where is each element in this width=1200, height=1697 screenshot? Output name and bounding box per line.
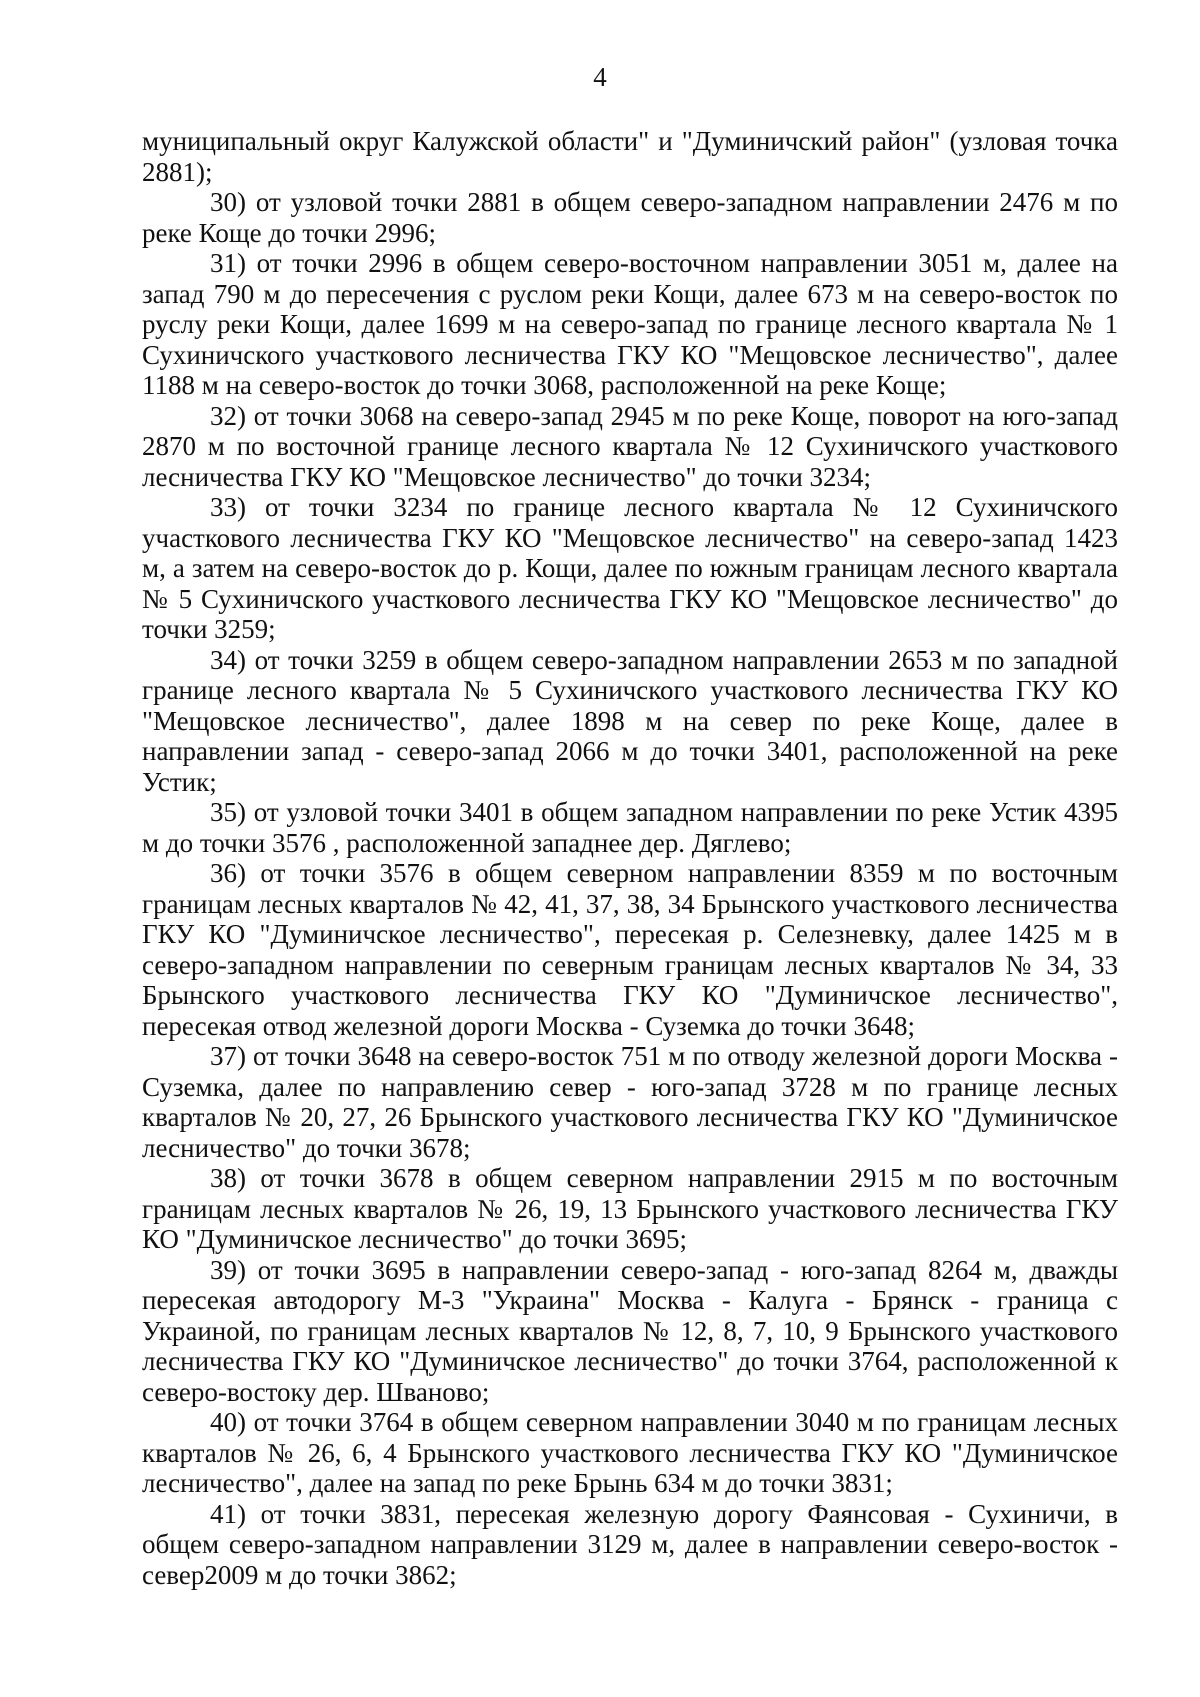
document-body (142, 126, 1118, 1590)
paragraph-item-33: 33) от точки 3234 по границе лесного квартала № 12 Сухиничского участкового лесничества ГКУ КО "Мещовское лесничество" на северо-запад 1423 м, а затем на северо-восток до р. Кощи, далее по южным границам лесного квартала № 5 Сухиничского участкового лесничества ГКУ КО "Мещовское лесничество" до точки 3259; (142, 492, 1118, 644)
paragraph-item-34: 34) от точки 3259 в общем северо-западном направлении 2653 м по западной границе лесного квартала № 5 Сухиничского участкового лесничества ГКУ КО "Мещовское лесничество", далее 1898 м на север по реке Коще, далее в направлении запад - северо-запад 2066 м до точки 3401, расположенной на реке Устик; (142, 644, 1118, 797)
paragraph-item-39: 39) от точки 3695 в направлении северо-запад - юго-запад 8264 м, дважды пересекая автодорогу М-3 "Украина" Москва - Калуга - Брянск - граница с Украиной, по границам лесных кварталов № 12, 8, 7, 10, 9 Брынского участкового лесничества ГКУ КО "Думиничское лесничество" до точки 3764, расположенной к северо-востоку дер. Шваново; (142, 1254, 1118, 1407)
page-number: 4 (593, 62, 607, 92)
paragraph-item-30: 30) от узловой точки 2881 в общем северо-западном направлении 2476 м по реке Коще до точки 2996; (142, 187, 1118, 248)
paragraph-item-37: 37) от точки 3648 на северо-восток 751 м по отводу железной дороги Москва - Суземка, далее по направлению север - юго-запад 3728 м по границе лесных кварталов № 20, 27, 26 Брынского участкового лесничества ГКУ КО "Думиничское лесничество" до точки 3678; (142, 1041, 1118, 1163)
paragraph-item-41: 41) от точки 3831, пересекая железную дорогу Фаянсовая - Сухиничи, в общем северо-западном направлении 3129 м, далее в направлении северо-восток - север2009 м до точки 3862; (142, 1498, 1118, 1590)
paragraph-item-32: 32) от точки 3068 на северо-запад 2945 м по реке Коще, поворот на юго-запад 2870 м по восточной границе лесного квартала № 12 Сухиничского участкового лесничества ГКУ КО "Мещовское лесничество" до точки 3234; (142, 400, 1118, 492)
paragraph-item-38: 38) от точки 3678 в общем северном направлении 2915 м по восточным границам лесных кварталов № 26, 19, 13 Брынского участкового лесничества ГКУ КО "Думиничское лесничество" до точки 3695; (142, 1163, 1118, 1254)
paragraph-item-36: 36) от точки 3576 в общем северном направлении 8359 м по восточным границам лесных кварталов № 42, 41, 37, 38, 34 Брынского участкового лесничества ГКУ КО "Думиничское лесничество", пересекая р. Селезневку, далее 1425 м в северо-западном направлении по северным границам лесных кварталов № 34, 33 Брынского участкового лесничества ГКУ КО "Думиничское лесничество", пересекая отвод железной дороги Москва - Суземка до точки 3648; (142, 858, 1118, 1041)
paragraph-item-35: 35) от узловой точки 3401 в общем западном направлении по реке Устик 4395 м до точки 3576 , расположенной западнее дер. Дяглево; (142, 797, 1118, 858)
paragraph-continuation: муниципальный округ Калужской области" и "Думиничский район" (узловая точка 2881); (142, 126, 1118, 187)
paragraph-item-31: 31) от точки 2996 в общем северо-восточном направлении 3051 м, далее на запад 790 м до пересечения с руслом реки Кощи, далее 673 м на северо-восток по руслу реки Кощи, далее 1699 м на северо-запад по границе лесного квартала № 1 Сухиничского участкового лесничества ГКУ КО "Мещовское лесничество", далее 1188 м на северо-восток до точки 3068, расположенной на реке Коще; (142, 248, 1118, 400)
paragraph-item-40: 40) от точки 3764 в общем северном направлении 3040 м по границам лесных кварталов № 26, 6, 4 Брынского участкового лесничества ГКУ КО "Думиничское лесничество", далее на запад по реке Брынь 634 м до точки 3831; (142, 1407, 1118, 1498)
